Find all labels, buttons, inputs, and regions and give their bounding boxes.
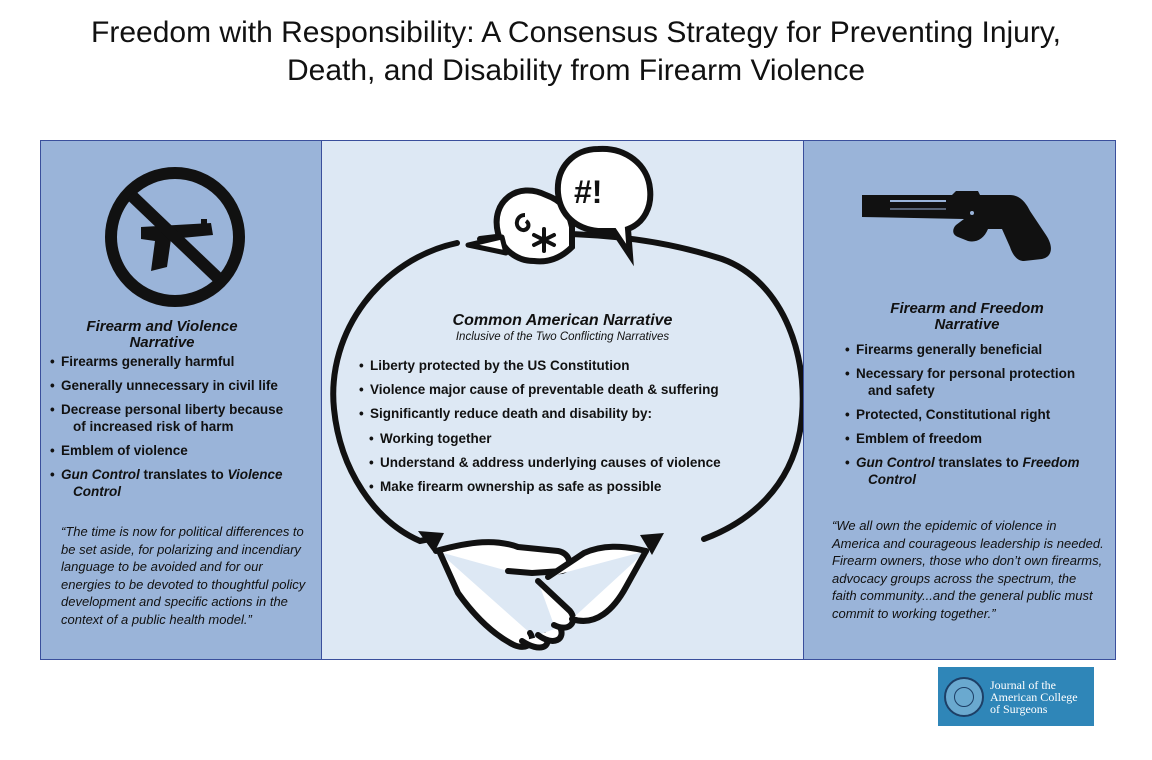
list-item: • Emblem of freedom — [844, 430, 1110, 447]
no-gun-icon — [93, 167, 257, 307]
right-bullet-list — [844, 341, 1110, 495]
center-bullet-list — [358, 357, 798, 429]
center-panel — [322, 140, 803, 660]
list-item: • Decrease personal liberty because of increased risk of harm — [49, 401, 317, 435]
logo-text — [990, 679, 1078, 715]
logo-line-3: of Surgeons — [990, 701, 1048, 716]
revolver-icon — [860, 189, 1058, 263]
list-item: • Generally unnecessary in civil life — [49, 377, 317, 394]
right-heading-line-2: Narrative — [934, 316, 1000, 333]
list-item: • Gun Control translates to Freedom Control — [844, 454, 1110, 488]
center-sub-bullet-list — [368, 430, 798, 502]
right-heading-line-1: Firearm and Freedom — [890, 300, 1044, 317]
jacs-logo — [938, 667, 1094, 726]
list-item: • Make firearm ownership as safe as possible — [368, 478, 798, 495]
list-item: • Protected, Constitutional right — [844, 406, 1110, 423]
list-item: • Necessary for personal protection and safety — [844, 365, 1110, 399]
speech-bubbles-icon — [468, 149, 650, 262]
list-item: • Violence major cause of preventable death & suffering — [358, 381, 798, 398]
left-bullet-list — [49, 353, 317, 507]
left-panel — [40, 140, 322, 660]
logo-line-2: American College — [990, 689, 1078, 704]
logo-line-1: Journal of the — [990, 677, 1056, 692]
handshake-icon — [436, 542, 646, 647]
left-heading-line-2: Narrative — [129, 334, 195, 351]
list-item: • Liberty protected by the US Constitution — [358, 357, 798, 374]
list-item: • Understand & address underlying causes of violence — [368, 454, 798, 471]
list-item: • Gun Control translates to Violence Control — [49, 466, 317, 500]
list-item: • Working together — [368, 430, 798, 447]
title-line-2: Death, and Disability from Firearm Violence — [286, 54, 865, 87]
left-heading-line-1: Firearm and Violence — [86, 318, 238, 335]
right-quote: “We all own the epidemic of violence in America and courageous leadership is needed. Firearm owners, those who don’t own firearms, advocacy groups across the spectrum, the faith community...and the general public must commit to working together.” — [832, 518, 1104, 621]
college-seal-icon — [944, 677, 984, 717]
left-quote: “The time is now for political differences to be set aside, for polarizing and incendiary language to be avoided and for our energies to be devoted to thoughtful policy development and specific actions in the context of a public health model.” — [61, 524, 306, 627]
right-panel — [803, 140, 1116, 660]
page-title — [0, 14, 1152, 90]
left-heading — [41, 319, 283, 351]
bubble-symbols: #! — [574, 174, 603, 210]
title-line-1: Freedom with Responsibility: A Consensus Strategy for Preventing Injury, — [91, 16, 1061, 49]
list-item: • Firearms generally harmful — [49, 353, 317, 370]
list-item: • Significantly reduce death and disability by: — [358, 405, 798, 422]
list-item: • Firearms generally beneficial — [844, 341, 1110, 358]
list-item: • Emblem of violence — [49, 442, 317, 459]
center-heading: Common American Narrative — [452, 312, 673, 329]
right-heading — [804, 301, 1130, 333]
center-subheading: Inclusive of the Two Conflicting Narratives — [455, 331, 670, 343]
